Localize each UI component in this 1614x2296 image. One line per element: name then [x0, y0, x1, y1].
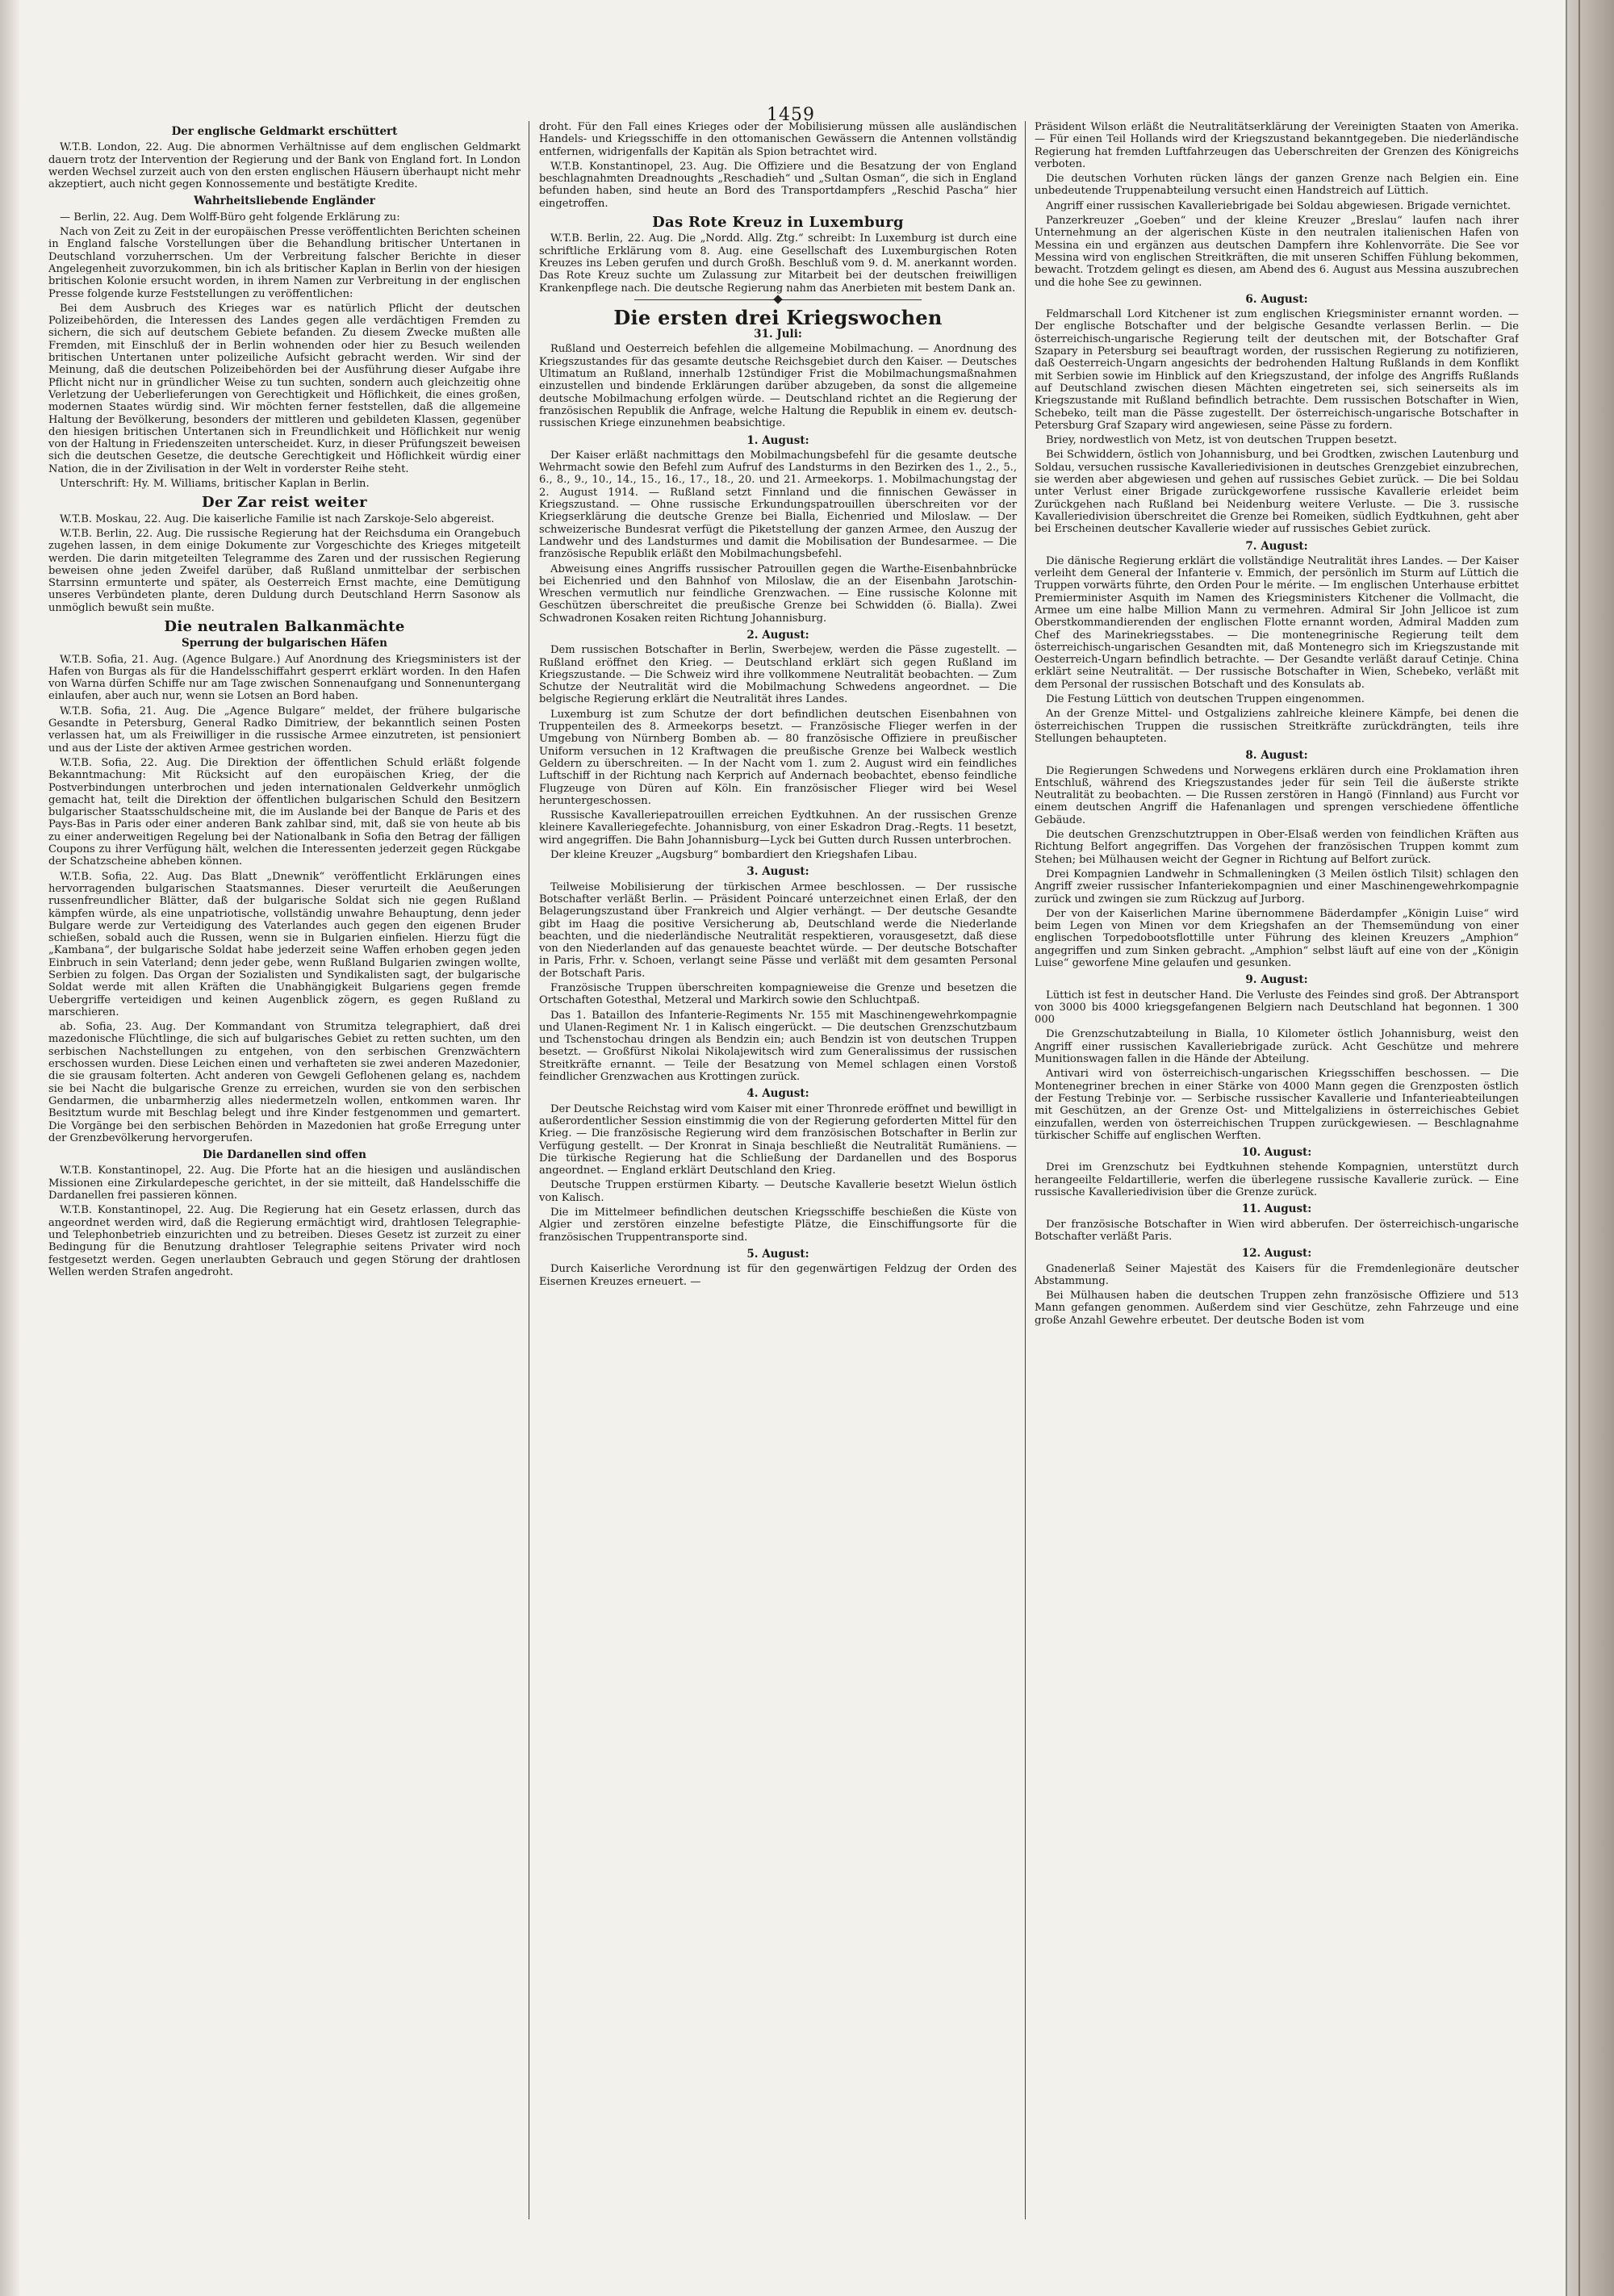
chronicle-paragraph: Die Festung Lüttich von deutschen Truppen eingenommen. — [1046, 693, 1365, 706]
date-heading: 8. August: — [1245, 749, 1308, 763]
chronicle-paragraph: Abweisung eines Angriffs russischer Patrouillen gegen die Warthe-Eisenbahnbrücke bei Eichenried und den Bahnhof von Miloslaw, die an der Eisenbahn Jarotschin-Wreschen vermutlich nur feindliche Grenzwachen. — Eine russische Kolonne mit Geschützen überschreitet die preußische Grenze bei Schwidden (ö. Bialla). Zwei Schwadronen Kosaken reiten Richtung Johannisburg. — [539, 562, 1017, 625]
date-heading: 4. August: — [746, 1087, 809, 1101]
article-signature: Unterschrift: Hy. M. Williams, britischer Kaplan in Berlin. — [60, 478, 370, 491]
chronicle-paragraph: Die deutschen Grenzschutztruppen in Ober-Elsaß werden von feindlichen Kräften aus Richtung Belfort angegriffen. Das Vorgehen der französischen Truppen kommt zum Stehen; bei Mülhausen weicht der Gegner in Richtung auf Belfort zurück. — [1035, 829, 1519, 866]
article-title-zar: Der Zar reist weiter — [202, 494, 367, 512]
chronicle-paragraph: Feldmarschall Lord Kitchener ist zum englischen Kriegsminister ernannt worden. — Der englische Botschafter und der belgische Gesandte verlassen Berlin. — Die österreichisch-ungarische Regierung teilt der deutschen mit, der Botschafter Graf Szapary in Petersburg sei beauftragt worden, der russischen Regierung zu notifizieren, daß Oesterreich-Ungarn angesichts der bedrohenden Haltung Rußlands in dem Konflikt mit Serbien sowie im Hinblick auf den Kriegszustand, der infolge des Angriffs Rußlands auf Deutschland zwischen diesen Mächten eingetreten sei, sich seinerseits als im Kriegszustande mit Rußland befindlich betrachte. Dem russischen Botschafter in Wien, Schebeko, teilt man die Pässe zugestellt. Der österreichisch-ungarische Botschafter in Petersburg Graf Szapary wird angewiesen, seine Pässe zu fordern. — [1035, 308, 1519, 432]
date-heading: 11. August: — [1241, 1202, 1312, 1216]
chronicle-paragraph: Der von der Kaiserlichen Marine übernommene Bäderdampfer „Königin Luise“ wird beim Legen von Minen vor dem Kriegshafen an der Themsemündung von einer englischen Torpedobootsflottille unter Führung des kleinen Kreuzers „Amphion“ angegriffen und zum Sinken gebracht. „Amphion“ selbst läuft auf eine von der „Königin Luise“ geworfene Mine gelaufen und gesunken. — [1035, 907, 1519, 969]
chronicle-paragraph: Bei Schwiddern, östlich von Johannisburg, und bei Grodtken, zwischen Lautenburg und Soldau, versuchen russische Kavalleriedivisionen in deutsches Grenzgebiet einzubrechen, sie werden aber abgewiesen und gehen auf russisches Gebiet zurück. — Die bei Soldau unter Verlust einer Brigade zurückgeworfene russische Kavallerie erleidet beim Zurückgehen nach Rußland bei Neidenburg weitere Verluste. — Die 3. russische Kavalleriedivision überschreitet die Grenze bei Romeiken, südlich Eydtkuhnen, geht aber bei Erscheinen deutscher Kavallerie wieder auf russisches Gebiet zurück. — [1035, 449, 1519, 536]
article-title-rotes-kreuz: Das Rote Kreuz in Luxemburg — [652, 214, 904, 232]
date-heading: 5. August: — [746, 1247, 809, 1261]
chronicle-paragraph: Rußland und Oesterreich befehlen die allgemeine Mobilmachung. — Anordnung des Kriegszustandes für das gesamte deutsche Reichsgebiet durch den Kaiser. — Deutsches Ultimatum an Rußland, innerhalb 12stündiger Frist die Mobilmachungsmaßnahmen einzustellen und bindende Erklärungen darüber abzugeben, da sonst die allgemeine deutsche Mobilmachung erfolgen würde. — Deutschland richtet an die Regierung der französischen Republik die Anfrage, welche Haltung die Republik in einem ev. deutsch-russischen Kriege einzunehmen beabsichtige. — [539, 343, 1017, 430]
page-number: 1459 — [767, 105, 815, 125]
chronicle-paragraph: Briey, nordwestlich von Metz, ist von deutschen Truppen besetzt. — [1046, 434, 1398, 447]
article-paragraph: W.T.B. Berlin, 22. Aug. Die „Nordd. Allg. Ztg.“ schreibt: In Luxemburg ist durch eine schriftliche Erklärung vom 8. Aug. eine Gesellschaft des Luxemburgischen Roten Kreuzes ins Leben gerufen und durch Großh. Beschluß vom 9. d. M. anerkannt worden. Das Rote Kreuz suchte um Zulassung zur Mitarbeit bei der deutschen freiwilligen Krankenpflege nach. Die deutsche Regierung nahm das Anerbieten mit bestem Dank an. — [539, 232, 1017, 295]
chronicle-paragraph: Deutsche Truppen erstürmen Kibarty. — Deutsche Kavallerie besetzt Wielun östlich von Kalisch. — [539, 1179, 1017, 1204]
column-left — [48, 121, 521, 2252]
article-paragraph: W.T.B. Moskau, 22. Aug. Die kaiserliche Familie ist nach Zarskoje-Selo abgereist. — [60, 512, 495, 525]
date-heading: 6. August: — [1245, 292, 1308, 306]
chronicle-paragraph: Panzerkreuzer „Goeben“ und der kleine Kreuzer „Breslau“ laufen nach ihrer Unternehmung an der algerischen Küste in den neutralen italienischen Hafen von Messina ein und ergänzen aus deutschen Dampfern ihre Kohlenvorräte. Die See vor Messina wird von englischen Streitkräften, die mit unseren Schiffen Fühlung bekommen, bewacht. Trotzdem gelingt es diesen, am Abend des 6. August aus Messina auszubrechen und die hohe See zu gewinnen. — [1035, 215, 1519, 289]
column-middle — [539, 121, 1017, 2252]
article-paragraph: ab. Sofia, 23. Aug. Der Kommandant von Strumitza telegraphiert, daß drei mazedonische Flüchtlinge, die sich auf bulgarisches Gebiet zu retten suchten, um den serbischen Nachstellungen zu entgehen, von den serbischen Grenzwächtern erschossen wurden. Diese Leichen einen und verhafteten sie zwei anderen Mazedonier, die sie grausam folterten. Acht anderen von Gewgeli Geflohenen gelang es, nachdem sie bei Nacht die bulgarische Grenze zu erreichen, wurden sie von den serbischen Gendarmen, die unbarmherzig alles niedermetzeln wollen, entkommen waren. Ihr Besitztum wurde mit Beschlag belegt und ihre Kinder festgenommen und gemartert. Die Vorgänge bei den serbischen Behörden in Mazedonien hat große Erregung unter der Grenzbevölkerung hervorgerufen. — [48, 1021, 521, 1144]
article-paragraph: W.T.B. London, 22. Aug. Die abnormen Verhältnisse auf dem englischen Geldmarkt dauern trotz der Intervention der Regierung und der Bank von England fort. In London werden Wechsel zurzeit auch von den ersten englischen Häusern überhaupt nicht mehr akzeptiert, auch nicht gegen Konnossemente und bestätigte Kredite. — [48, 141, 521, 191]
column-right — [1035, 121, 1519, 2252]
chronicle-paragraph: Präsident Wilson erläßt die Neutralitätserklärung der Vereinigten Staaten von Amerika. — Für einen Teil Hollands wird der Kriegszustand bekanntgegeben. Die niederländische Regierung hat fremden Luftfahrzeugen das Ueberschreiten der Grenzen des Königreichs verboten. — [1035, 121, 1519, 170]
chronicle-paragraph: Die Grenzschutzabteilung in Bialla, 10 Kilometer östlich Johannisburg, weist den Angriff einer russischen Kavalleriebrigade zurück. Acht Geschütze und mehrere Munitionswagen fallen in die Hände der Abteilung. — [1035, 1028, 1519, 1066]
article-paragraph: W.T.B. Sofia, 22. Aug. Das Blatt „Dnewnik“ veröffentlicht Erklärungen eines hervorragenden bulgarischen Staatsmannes. Dieser verurteilt die Aeußerungen russenfreundlicher Blätter, daß der bulgarische Soldat sich nie gegen Rußland kämpfen würde, als eine unpatriotische, vollständig unwahre Behauptung, denn jeder Bulgare werde zur Verteidigung des Vaterlandes auch gegen den eigenen Bruder schießen, sobald auch die Russen, wenn sie in Bulgarien einfielen. Hierzu fügt die „Kambana“, der bulgarische Soldat habe jederzeit seine Waffen erhoben gegen jeden Einbruch in sein Vaterland; denn jeder gebe, wenn Rußland Bulgarien zwingen wollte, Serbien zu folgen. Das Organ der Sozialisten und Syndikalisten sagt, der bulgarische Soldat werde mit allen Kräften die Unabhängigkeit Bulgariens gegen fremde Uebergriffe verteidigen und keinen Augenblick zögern, es gegen Rußland zu marschieren. — [48, 870, 521, 1018]
article-paragraph: Nach von Zeit zu Zeit in der europäischen Presse veröffentlichten Berichten scheinen in England falsche Vorstellungen über die Behandlung britischer Untertanen in Deutschland vorzuherrschen. Um der Verbreitung falscher Berichte in dieser Angelegenheit zuvorzukommen, bin ich als britischer Kaplan in Berlin von der hiesigen britischen Kolonie ersucht worden, in ihrem Namen zur Verbreitung in der englischen Presse folgende kurze Feststellungen zu veröffentlichen: — [48, 226, 521, 300]
chronicle-paragraph: Die Regierungen Schwedens und Norwegens erklären durch eine Proklamation ihren Entschluß, während des Kriegszustandes jeder für sein Teil die äußerste strikte Neutralität zu beobachten. — Die Russen zerstören in Hangö (Finnland) aus Furcht vor einem deutschen Angriff die Hafenanlagen und sprengen verschiedene öffentliche Gebäude. — [1035, 764, 1519, 826]
article-paragraph: W.T.B. Konstantinopel, 23. Aug. Die Offiziere und die Besatzung der von England beschlagnahmten Dreadnoughts „Reschadieh“ und „Sultan Osman“, die sich in England befunden haben, sind heute an Bord des Transportdampfers „Reschid Pascha“ hier eingetroffen. — [539, 160, 1017, 210]
section-divider — [634, 299, 921, 300]
article-paragraph: Bei dem Ausbruch des Krieges war es natürlich Pflicht der deutschen Polizeibehörden, die Interessen des Landes gegen alle verdächtigen Fremden zu sichern, die sich auf deutschem Gebiete befanden. Zu diesem Zwecke mußten alle Fremden, mit Einschluß der in Berlin wohnenden oder hier zu Besuch weilenden britischen Untertanen unter polizeiliche Aufsicht gebracht werden. Wir sind der Meinung, daß die deutschen Polizeibehörden bei der Ausführung dieser Aufgabe ihre Pflicht nicht nur in gründlicher Weise zu tun suchten, sondern auch gleichzeitig ohne Verletzung der Ueberlieferungen von Gerechtigkeit und Höflichkeit, die eines großen, modernen Staates würdig sind. Wir möchten ferner feststellen, daß die allgemeine Haltung der Bevölkerung, besonders der mittleren und gebildeten Klassen, gegenüber den hiesigen britischen Untertanen sich in Freundlichkeit und Höflichkeit nur wenig von der Haltung in Friedenszeiten unterscheidet. Kurz, in dieser Prüfungszeit beweisen sich die deutschen Gesetze, die deutsche Gerechtigkeit und Höflichkeit würdig einer Nation, die in der Zivilisation in der Welt in vorderster Reihe steht. — [48, 302, 521, 475]
chronicle-paragraph: Angriff einer russischen Kavalleriebrigade bei Soldau abgewiesen. Brigade vernichtet. — [1046, 199, 1512, 212]
article-title-balkan: Die neutralen Balkanmächte — [164, 617, 405, 635]
date-heading: 7. August: — [1245, 539, 1308, 553]
date-heading: 10. August: — [1241, 1146, 1312, 1160]
chronicle-paragraph: Der Deutsche Reichstag wird vom Kaiser mit einer Thronrede eröffnet und bewilligt in außerordentlicher Session einstimmig die von der Regierung geforderten Mittel für den Krieg. — Die französische Regierung wird dem französischen Botschafter in Berlin zur Verfügung gestellt. — Der Kronrat in Sinaja beschließt die Neutralität Rumäniens. — Die türkische Regierung hat die Schließung der Dardanellen und des Bosporus angeordnet. — England erklärt Deutschland den Krieg. — [539, 1102, 1017, 1177]
chronicle-paragraph: Durch Kaiserliche Verordnung ist für den gegenwärtigen Feldzug der Orden des Eisernen Kreuzes erneuert. — — [539, 1263, 1017, 1288]
article-title-geldmarkt: Der englische Geldmarkt erschüttert — [171, 125, 398, 138]
article-paragraph: W.T.B. Berlin, 22. Aug. Die russische Regierung hat der Reichsduma ein Orangebuch zugehen lassen, in dem einige Dokumente zur Vorgeschichte des Krieges mitgeteilt werden. Die darin mitgeteilten Telegramme des Zaren und der russischen Regierung beweisen ohne jeden Zweifel darüber, daß Rußland unmittelbar der serbischen Starrsinn ermunterte und später, als Oesterreich Ernst machte, eine Demütigung unseres Verbündeten plante, deren Duldung durch Deutschland Herrn Sasonow als unmöglich bewußt sein mußte. — [48, 527, 521, 614]
chronicle-paragraph: Antivari wird von österreichisch-ungarischen Kriegsschiffen beschossen. — Die Montenegriner brechen in einer Stärke von 4000 Mann gegen die Grenzposten östlich der Festung Trebinje vor. — Serbische russischer Kavallerie und Infanterieabteilungen mit Geschützen, an der Grenze Ost- und Mittelgaliziens in österreichisches Gebiet einzufallen, werden von österreichischen Truppen zurückgewiesen. — Beschlagnahme türkischer Schiffe auf englischen Werften. — [1035, 1068, 1519, 1142]
left-margin-shadow — [0, 0, 19, 2296]
chronicle-paragraph: Der französische Botschafter in Wien wird abberufen. Der österreichisch-ungarische Botschafter verläßt Paris. — [1035, 1218, 1519, 1243]
date-heading: 12. August: — [1241, 1247, 1312, 1261]
divider-ornament — [773, 295, 782, 303]
chronicle-paragraph: Gnadenerlaß Seiner Majestät des Kaisers für die Fremdenlegionäre deutscher Abstammung. — [1035, 1262, 1519, 1287]
chronicle-paragraph: Die im Mittelmeer befindlichen deutschen Kriegsschiffe beschießen die Küste von Algier und zerstören einzelne befestigte Plätze, die Einschiffungsorte für die französischen Truppentransporte sind. — [539, 1207, 1017, 1244]
article-paragraph: — Berlin, 22. Aug. Dem Wolff-Büro geht folgende Erklärung zu: — [60, 211, 400, 224]
chronicle-paragraph: Französische Truppen überschreiten kompagnieweise die Grenze und besetzen die Ortschaften Gotesthal, Metzeral und Markirch sowie den Schluchtpaß. — [539, 982, 1017, 1007]
article-paragraph: W.T.B. Sofia, 22. Aug. Die Direktion der öffentlichen Schuld erläßt folgende Bekanntmachung: Mit Rücksicht auf den europäischen Krieg, der die Postverbindungen unterbrochen und jeden internationalen Geldverkehr unmöglich gemacht hat, teilt die Direktion der öffentlichen bulgarischen Schuld den Besitzern bulgarischer Staatsschuldscheine mit, die im Auslande bei der Banque de Paris et des Pays-Bas in Paris oder einer anderen Bank zahlbar sind, mit, daß sie von heute ab bis zu einer anderweitigen Regelung bei der Nationalbank in Sofia den Betrag der fälligen Coupons zu ihrer Verfügung hält, welchen die Interessenten jederzeit gegen Rückgabe der Schatzscheine abheben können. — [48, 756, 521, 868]
chronicle-paragraph: Der Kaiser erläßt nachmittags den Mobilmachungsbefehl für die gesamte deutsche Wehrmacht sowie den Befehl zum Aufruf des Landsturms in den Bezirken des 1., 2., 5., 6., 8., 9., 10., 14., 15., 16., 17., 18., 20. und 21. Armeekorps. 1. Mobilmachungstag der 2. August 1914. — Rußland setzt Finnland und die finnischen Gewässer in Kriegszustand. — Ohne russische Erkundungspatrouillen überschreiten vor der Kriegserklärung die deutsche Grenze bei Bialla, Eichenried und Miloslaw. — Der schweizerische Bundesrat verfügt die Piketstellung der ganzen Armee, den Auszug der Landwehr und des Landsturmes und damit die Mobilisation der Bundesarmee. — Die französische Republik erläßt den Mobilmachungsbefehl. — [539, 449, 1017, 561]
article-paragraph: W.T.B. Konstantinopel, 22. Aug. Die Regierung hat ein Gesetz erlassen, durch das angeordnet werden wird, daß die Regierung ermächtigt wird, drahtlosen Telegraphie- und Telephonbetrieb einzurichten und zu betreiben. Dieses Gesetz ist zurzeit zu einer Bedingung für die Benutzung drahtloser Telegraphie seitens Privater wird noch festgesetzt werden. Gegen unerlaubten Gebrauch und gegen Störung der drahtlosen Wellen werden Strafen angedroht. — [48, 1204, 521, 1278]
chronicle-paragraph: An der Grenze Mittel- und Ostgaliziens zahlreiche kleinere Kämpfe, bei denen die österreichischen Truppen die russischen Streitkräfte zurückdrängten, teils ihre Stellungen behaupteten. — [1035, 708, 1519, 745]
date-heading: 2. August: — [746, 628, 809, 642]
chronicle-paragraph: Die dänische Regierung erklärt die vollständige Neutralität ihres Landes. — Der Kaiser verleiht dem General der Infanterie v. Emmich, der persönlich im Sturm auf Lüttich die Truppen vorwärts führte, den Orden Pour le mérite. — Im englischen Unterhause erbittet Premierminister Asquith im Namen des Kriegsministers Kitchener die Vollmacht, die Armee um eine halbe Million Mann zu vermehren. Admiral Sir John Jellicoe ist zum Oberstkommandierenden der englischen Flotte ernannt worden, Admiral Madden zum Chef des Marinekriegsstabes. — Die montenegrinische Regierung teilt dem österreichisch-ungarischen Gesandten mit, daß Montenegro sich im Kriegszustande mit Oesterreich-Ungarn befindlich betrachte. — Der Gesandte verläßt darauf Cetinje. China erklärt seine Neutralität. — Der russische Botschafter in Wien, Schebeko, verläßt mit dem Personal der russischen Botschaft und des Konsulats ab. — [1035, 554, 1519, 691]
book-edge — [1566, 0, 1614, 2296]
article-title-englaender: Wahrheitsliebende Engländer — [194, 194, 375, 208]
article-paragraph: droht. Für den Fall eines Krieges oder der Mobilisierung müssen alle ausländischen Handels- und Kriegsschiffe in den ottomanischen Gewässern die Antennen vollständig entfernen, widrigenfalls der Kapitän als Spion betrachtet wird. — [539, 121, 1017, 158]
date-heading: 9. August: — [1245, 973, 1308, 987]
date-heading: 3. August: — [746, 865, 809, 879]
chronicle-paragraph: Dem russischen Botschafter in Berlin, Swerbejew, werden die Pässe zugestellt. — Rußland eröffnet den Krieg. — Deutschland erklärt sich gegen Rußland im Kriegszustande. — Die Schweiz wird ihre vollkommene Neutralität beobachten. — Zum Schutze der Neutralität wird die Mobilmachung Schwedens angeordnet. — Die belgische Regierung erklärt die Neutralität ihres Landes. — [539, 644, 1017, 706]
chronicle-paragraph: Drei Kompagnien Landwehr in Schmalleningken (3 Meilen östlich Tilsit) schlagen den Angriff zweier russischer Infanteriekompagnien und einer Maschinengewehrkompagnie zurück und zwingen sie zum Rückzug auf Jurborg. — [1035, 868, 1519, 905]
article-paragraph: W.T.B. Konstantinopel, 22. Aug. Die Pforte hat an die hiesigen und ausländischen Missionen eine Zirkulardepesche gerichtet, in der sie mitteilt, daß Handelsschiffe die Dardanellen frei passieren können. — [48, 1165, 521, 1202]
chronicle-paragraph: Russische Kavalleriepatrouillen erreichen Eydtkuhnen. An der russischen Grenze kleinere Kavalleriegefechte. Johannisburg, von einer Eskadron Drag.-Regts. 11 besetzt, wird angegriffen. Die Bahn Johannisburg—Lyck bei Gutten durch Russen unterbrochen. — [539, 809, 1017, 847]
article-title-dardanellen: Die Dardanellen sind offen — [203, 1148, 366, 1162]
chronicle-paragraph: Drei im Grenzschutz bei Eydtkuhnen stehende Kompagnien, unterstützt durch herangeeilte Feldartillerie, werfen die überlegene russische Kavallerie zurück. — Eine russische Kavalleriedivision über die Grenze zurück. — [1035, 1161, 1519, 1199]
chronicle-paragraph: Lüttich ist fest in deutscher Hand. Die Verluste des Feindes sind groß. Der Abtransport von 3000 bis 4000 kriegsgefangenen Belgiern nach Deutschland hat begonnen. 1 300 000 — [1035, 989, 1519, 1027]
date-heading: 31. Juli: — [754, 328, 802, 341]
article-paragraph: W.T.B. Sofia, 21. Aug. Die „Agence Bulgare“ meldet, der frühere bulgarische Gesandte in Petersburg, General Radko Dimitriew, der bekanntlich seinen Posten verlassen hat, um als Freiwilliger in die russische Armee einzutreten, ist pensioniert und aus der Liste der aktiven Armee gestrichen worden. — [48, 705, 521, 755]
article-paragraph: W.T.B. Sofia, 21. Aug. (Agence Bulgare.) Auf Anordnung des Kriegsministers ist der Hafen von Burgas als für die Handelsschiffahrt gesperrt erklärt worden. In den Hafen von Warna dürfen Schiffe nur am Tage zwischen Sonnenaufgang und Sonnenuntergang einlaufen, aber auch nur, wenn sie Lotsen an Bord haben. — [48, 653, 521, 703]
chronicle-paragraph: Luxemburg ist zum Schutze der dort befindlichen deutschen Eisenbahnen von Truppenteilen des 8. Armeekorps besetzt. — Französische Flieger werfen in der Umgebung von Nürnberg Bomben ab. — 80 französische Offiziere in preußischer Uniform versuchen in 12 Kraftwagen die preußische Grenze bei Walbeck westlich Geldern zu überschreiten. — In der Nacht vom 1. zum 2. August wird ein feindliches Luftschiff in der Richtung nach Kerprich auf Andernach beobachtet, ebenso feindliche Flugzeuge von Düren auf Köln. Ein französischer Flieger wird bei Wesel heruntergeschossen. — [539, 708, 1017, 807]
chronicle-paragraph: Bei Mülhausen haben die deutschen Truppen zehn französische Offiziere und 513 Mann gefangen genommen. Außerdem sind vier Geschütze, zehn Fahrzeuge und eine große Anzahl Gewehre erbeutet. Der deutsche Boden ist vom — [1035, 1290, 1519, 1327]
column-rule-2 — [1025, 121, 1026, 2219]
chronicle-paragraph: Teilweise Mobilisierung der türkischen Armee beschlossen. — Der russische Botschafter verläßt Berlin. — Präsident Poincaré unterzeichnet einen Erlaß, der den Belagerungszustand über Frankreich und Algier verhängt. — Der deutsche Gesandte gibt im Haag die positive Versicherung ab, Deutschland werde die Niederlande beachten, und die niederländische Neutralität respektieren, vorausgesetzt, daß diese von den Niederlanden auf das genaueste beachtet würde. — Der deutsche Botschafter in Paris, Frhr. v. Schoen, verlangt seine Pässe und verläßt mit dem gesamten Personal der Botschaft Paris. — [539, 880, 1017, 980]
chronicle-paragraph: Die deutschen Vorhuten rücken längs der ganzen Grenze nach Belgien ein. Eine unbedeutende Truppenabteilung versucht einen Handstreich auf Lüttich. — [1035, 173, 1519, 198]
date-heading: 1. August: — [746, 433, 809, 447]
article-subtitle-haefen: Sperrung der bulgarischen Häfen — [182, 637, 387, 650]
chronicle-paragraph: Der kleine Kreuzer „Augsburg“ bombardiert den Kriegshafen Libau. — [550, 849, 918, 862]
chronicle-paragraph: Das 1. Bataillon des Infanterie-Regiments Nr. 155 mit Maschinengewehrkompagnie und Ulanen-Regiment Nr. 1 in Kalisch eingerückt. — Die deutschen Grenzschutzbaum und Tschenstochau dringen als Bendzin ein; auch Bendzin ist von deutschen Truppen besetzt. — Großfürst Nikolai Nikolajewitsch wird zum Generalissimus der russischen Streitkräfte ernannt. — Teile der Besatzung von Memel schlagen einen Vorstoß feindlicher Grenzwachen aus Krottingen zurück. — [539, 1009, 1017, 1084]
article-title-kriegswochen: Die ersten drei Kriegswochen — [613, 305, 943, 329]
